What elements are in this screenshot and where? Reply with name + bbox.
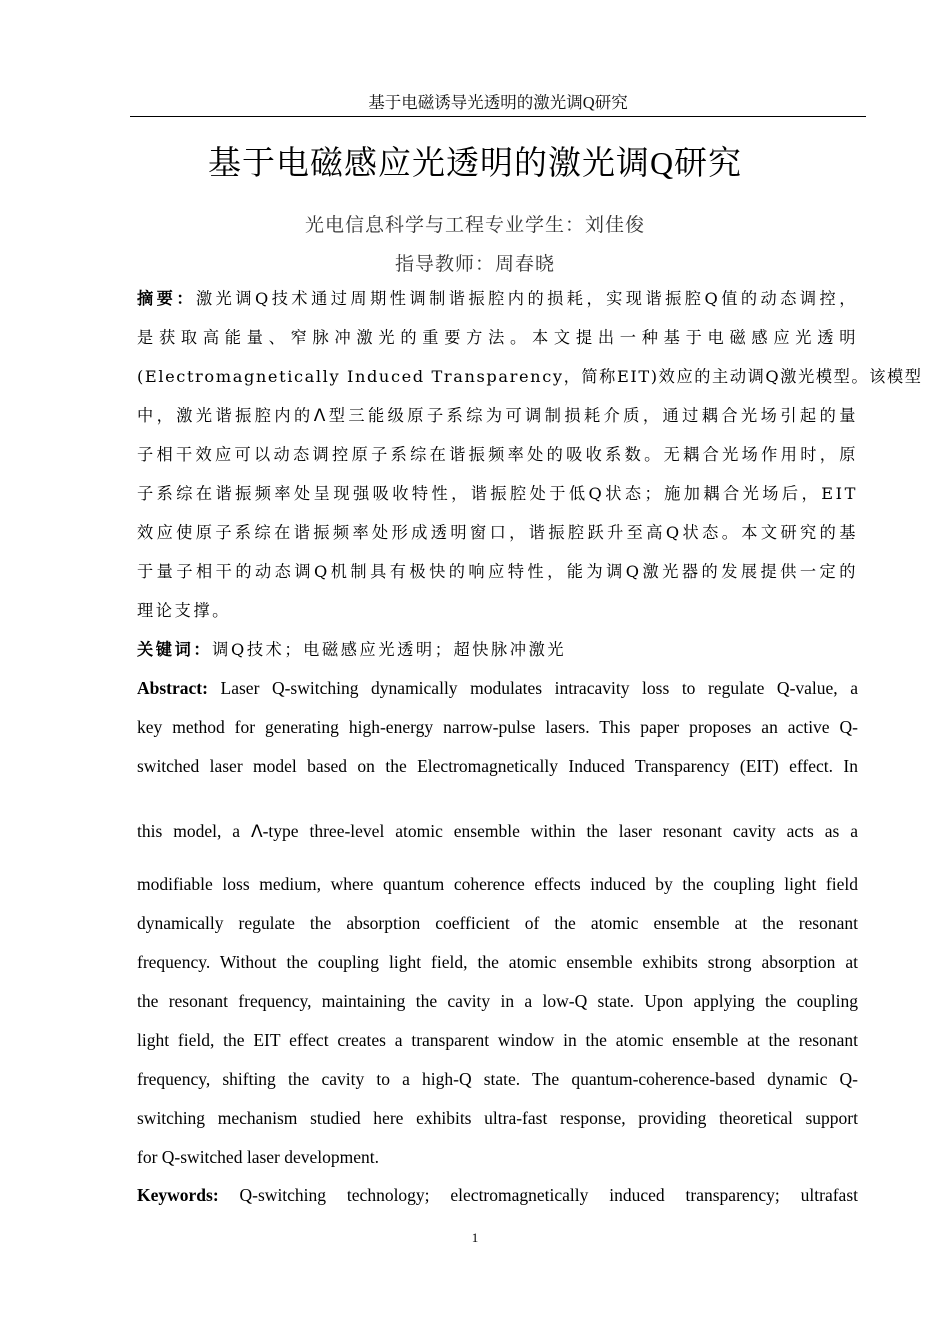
abstract-en-label: Abstract:	[137, 678, 208, 698]
keywords-en-line	[137, 1182, 858, 1208]
lambda-symbol: Λ	[313, 406, 328, 426]
title-text-q: Q	[649, 145, 675, 181]
abstract-en-line-1-text: Laser Q-switching dynamically modulates intracavity loss to regulate Q-value, a	[220, 678, 859, 698]
abstract-en-line-4-pre: this model, a	[137, 821, 241, 841]
paper-title	[0, 141, 950, 185]
abstract-en-line-6: dynamically regulate the absorption coefficient of the atomic ensemble at the resonant	[137, 913, 858, 933]
abstract-en-line-1	[137, 675, 858, 701]
abstract-zh-line-8: 于量子相干的动态调Q机制具有极快的响应特性，能为调Q激光器的发展提供一定的	[137, 562, 858, 581]
abstract-zh-line-6: 子系综在谐振频率处呈现强吸收特性，谐振腔处于低Q状态；施加耦合光场后，EIT	[137, 484, 858, 503]
abstract-zh-line-9: 理论支撑。	[137, 601, 231, 620]
abstract-en-line-9: light field, the EIT effect creates a transparent window in the atomic ensemble at the resonant	[137, 1030, 858, 1050]
abstract-zh-line-3: (Electromagnetically Induced Transparency，简称EIT)效应的主动调Q激光模型。该模型	[137, 367, 923, 386]
keywords-zh-line	[137, 637, 858, 663]
abstract-en-line-4	[137, 818, 858, 844]
abstract-zh-label: 摘要：	[137, 289, 197, 308]
header-rule	[130, 116, 866, 117]
keywords-en-label: Keywords:	[137, 1185, 219, 1205]
keywords-zh	[137, 637, 858, 665]
page-number: 1	[471, 1230, 479, 1245]
title-text-pre: 基于电磁感应光透明的激光调	[207, 143, 650, 182]
running-header: 基于电磁诱导光透明的激光调Q研究	[368, 93, 628, 112]
keywords-en-text: Q-switching technology; electromagnetically induced transparency; ultrafast	[239, 1185, 858, 1205]
abstract-zh-line-5: 子相干效应可以动态调控原子系综在谐振频率处的吸收系数。无耦合光场作用时，原	[137, 445, 858, 464]
abstract-zh-line-7: 效应使原子系综在谐振频率处形成透明窗口，谐振腔跃升至高Q状态。本文研究的基	[137, 523, 858, 542]
keywords-en	[137, 1182, 858, 1210]
abstract-en-line-12: for Q-switched laser development.	[137, 1147, 380, 1167]
abstract-zh-line-4	[137, 403, 858, 429]
title-text-post: 研究	[674, 143, 743, 182]
keywords-zh-label: 关键词：	[137, 640, 213, 659]
abstract-en-line-8: the resonant frequency, maintaining the cavity in a low-Q state. Upon applying the coupling	[137, 991, 858, 1011]
abstract-zh-line-1	[137, 286, 858, 312]
abstract-zh-line-4-post: 型三能级原子系综为可调制损耗介质，通过耦合光场引起的量	[327, 406, 859, 425]
abstract-en-line-2: key method for generating high-energy narrow-pulse lasers. This paper proposes an active Q-	[137, 717, 858, 737]
abstract-zh-line-4-pre: 中，激光谐振腔内的	[137, 406, 314, 425]
author-line: 光电信息科学与工程专业学生：刘佳俊	[304, 214, 645, 236]
abstract-en-line-5: modifiable loss medium, where quantum coherence effects induced by the coupling light field	[137, 874, 858, 894]
abstract-en-line-4-post: -type three-level atomic ensemble within the laser resonant cavity acts as a	[262, 821, 859, 841]
advisor-line: 指导教师：周春晓	[394, 253, 555, 275]
abstract-en-line-3: switched laser model based on the Electromagnetically Induced Transparency (EIT) effect. In	[137, 756, 858, 776]
lambda-symbol-en: Λ	[250, 822, 263, 842]
abstract-en-line-10: frequency, shifting the cavity to a high-Q state. The quantum-coherence-based dynamic Q-	[137, 1069, 858, 1089]
abstract-zh	[137, 286, 923, 626]
abstract-en-line-7: frequency. Without the coupling light field, the atomic ensemble exhibits strong absorption at	[137, 952, 858, 972]
abstract-en-line-11: switching mechanism studied here exhibits ultra-fast response, providing theoretical support	[137, 1108, 858, 1128]
keywords-zh-text: 调Q技术；电磁感应光透明；超快脉冲激光	[212, 640, 567, 659]
abstract-zh-text: 激光调Q技术通过周期性调制谐振腔内的损耗，实现谐振腔Q值的动态调控，	[196, 289, 858, 308]
abstract-en	[137, 675, 858, 1175]
abstract-zh-line-2: 是获取高能量、窄脉冲激光的重要方法。本文提出一种基于电磁感应光透明	[137, 328, 858, 347]
